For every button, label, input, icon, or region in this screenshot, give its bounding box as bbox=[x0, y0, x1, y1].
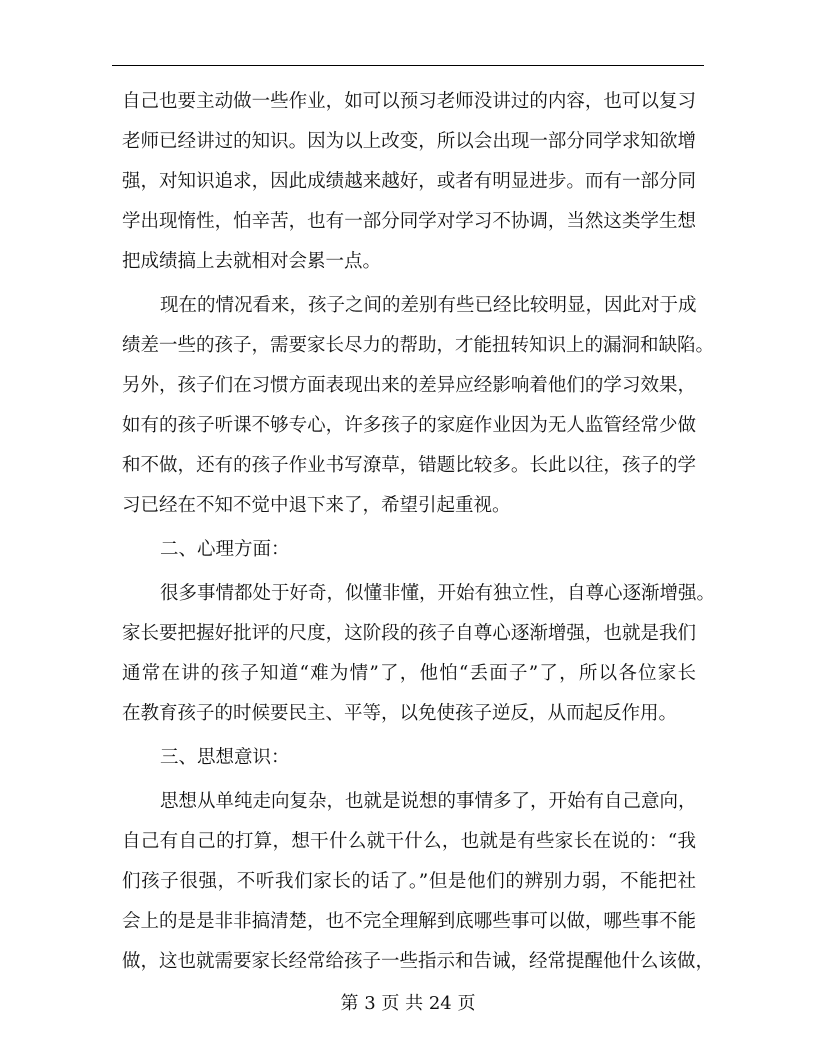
body-line: 学出现惰性，怕辛苦，也有一部分同学对学习不协调，当然这类学生想 bbox=[122, 211, 696, 232]
paragraph-first-line: 思想从单纯走向复杂，也就是说想的事情多了，开始有自己意向， bbox=[160, 791, 697, 812]
body-line: 通常在讲的孩子知道“难为情”了，他怕“丢面子”了，所以各位家长 bbox=[122, 663, 696, 684]
header-rule bbox=[112, 65, 704, 66]
page-number: 第 3 页 共 24 页 bbox=[340, 993, 476, 1014]
body-line: 自己有自己的打算，想干什么就干什么，也就是有些家长在说的：“我 bbox=[122, 831, 696, 852]
paragraph-first-line: 很多事情都处于好奇，似懂非懂，开始有独立性，自尊心逐渐增强。 bbox=[160, 583, 716, 604]
body-line: 在教育孩子的时候要民主、平等，以免使孩子逆反，从而起反作用。 bbox=[122, 703, 678, 724]
paragraph-first-line: 现在的情况看来，孩子之间的差别有些已经比较明显，因此对于成 bbox=[160, 295, 697, 316]
body-line: 另外，孩子们在习惯方面表现出来的差异应经影响着他们的学习效果， bbox=[122, 375, 696, 396]
body-line: 强，对知识追求，因此成绩越来越好，或者有明显进步。而有一部分同 bbox=[122, 171, 696, 192]
body-line: 绩差一些的孩子，需要家长尽力的帮助，才能扭转知识上的漏洞和缺陷。 bbox=[122, 335, 715, 356]
body-line: 自己也要主动做一些作业，如可以预习老师没讲过的内容，也可以复习 bbox=[122, 91, 696, 112]
body-line: 习已经在不知不觉中退下来了，希望引起重视。 bbox=[122, 495, 511, 516]
body-line: 会上的是是非非搞清楚，也不完全理解到底哪些事可以做，哪些事不能 bbox=[122, 911, 696, 932]
body-line: 们孩子很强，不听我们家长的话了。”但是他们的辨别力弱，不能把社 bbox=[122, 871, 696, 892]
body-line: 老师已经讲过的知识。因为以上改变，所以会出现一部分同学求知欲增 bbox=[122, 131, 696, 152]
body-line: 和不做，还有的孩子作业书写潦草，错题比较多。长此以往，孩子的学 bbox=[122, 455, 696, 476]
section-heading: 二、心理方面： bbox=[160, 539, 290, 560]
body-line: 如有的孩子听课不够专心，许多孩子的家庭作业因为无人监管经常少做 bbox=[122, 415, 696, 436]
body-line: 家长要把握好批评的尺度，这阶段的孩子自尊心逐渐增强，也就是我们 bbox=[122, 623, 696, 644]
body-line: 做，这也就需要家长经常给孩子一些指示和告诫，经常提醒他什么该做， bbox=[122, 951, 715, 972]
body-line: 把成绩搞上去就相对会累一点。 bbox=[122, 251, 382, 272]
section-heading: 三、思想意识： bbox=[160, 747, 290, 768]
